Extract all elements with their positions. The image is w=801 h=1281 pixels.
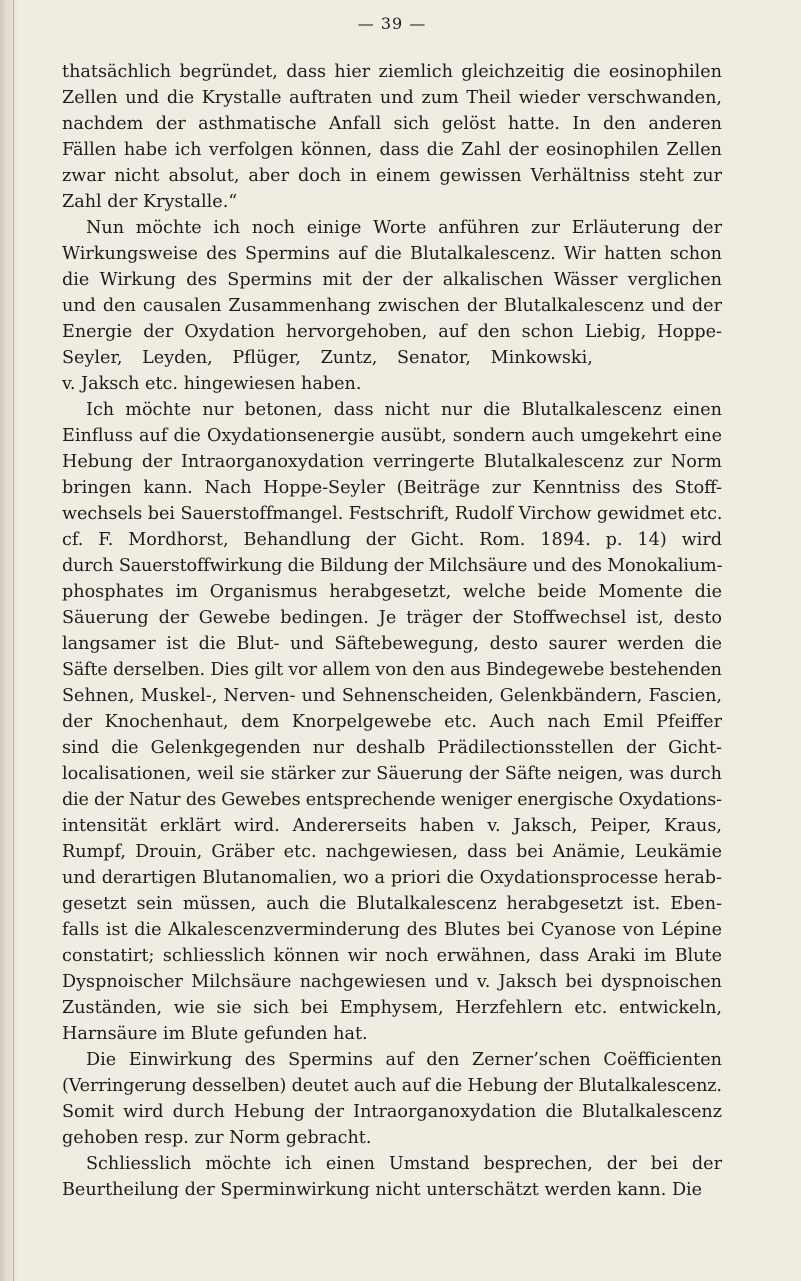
text-line: Zahl der Krystalle.“ — [62, 192, 238, 212]
text-line: langsamer ist die Blut- und Säftebewegung, desto saurer werden die — [62, 634, 722, 654]
text-line: Zuständen, wie sie sich bei Emphysem, Herzfehlern etc. entwickeln, — [62, 998, 722, 1018]
text-line: Energie der Oxydation hervorgehoben, auf den schon Liebig, Hoppe- — [62, 322, 722, 342]
text-line: falls ist die Alkalescenzverminderung des Blutes bei Cyanose von Lépine — [62, 920, 722, 940]
text-line: bringen kann. Nach Hoppe-Seyler (Beiträge zur Kenntniss des Stoff- — [62, 478, 722, 498]
text-line: gehoben resp. zur Norm gebracht. — [62, 1128, 372, 1148]
text-line: Einfluss auf die Oxydationsenergie ausübt, sondern auch umgekehrt eine — [62, 426, 722, 446]
text-line: und den causalen Zusammenhang zwischen der Blutalkalescenz und der — [62, 296, 722, 316]
text-line: durch Sauerstoffwirkung die Bildung der Milchsäure und des Monokalium- — [62, 556, 722, 576]
text-line: localisationen, weil sie stärker zur Säuerung der Säfte neigen, was durch — [62, 764, 722, 784]
text-line: gesetzt sein müssen, auch die Blutalkalescenz herabgesetzt ist. Eben- — [62, 894, 722, 914]
text-line: intensität erklärt wird. Andererseits haben v. Jaksch, Peiper, Kraus, — [62, 816, 722, 836]
text-line: constatirt; schliesslich können wir noch erwähnen, dass Araki im Blute — [62, 946, 722, 966]
text-line: Fällen habe ich verfolgen können, dass die Zahl der eosinophilen Zellen — [62, 140, 722, 160]
scan-gutter-line — [13, 0, 14, 1281]
text-line: (Verringerung desselben) deutet auch auf die Hebung der Blutalkalescenz. — [62, 1076, 722, 1096]
text-line: Säuerung der Gewebe bedingen. Je träger der Stoffwechsel ist, desto — [62, 608, 722, 628]
text-line: der Knochenhaut, dem Knorpelgewebe etc. Auch nach Emil Pfeiffer — [62, 712, 722, 732]
text-line: Dyspnoischer Milchsäure nachgewiesen und v. Jaksch bei dyspnoischen — [62, 972, 722, 992]
text-line: die Wirkung des Spermins mit der der alkalischen Wässer verglichen — [62, 270, 722, 290]
text-line: thatsächlich begründet, dass hier ziemlich gleichzeitig die eosinophilen — [62, 62, 722, 82]
text-line: wechsels bei Sauerstoffmangel. Festschrift, Rudolf Virchow gewidmet etc. — [62, 504, 722, 524]
text-line: Schliesslich möchte ich einen Umstand besprechen, der bei der — [86, 1154, 722, 1174]
text-line: zwar nicht absolut, aber doch in einem gewissen Verhältniss steht zur — [62, 166, 722, 186]
text-line: Nun möchte ich noch einige Worte anführen zur Erläuterung der — [86, 218, 722, 238]
scan-edge — [0, 0, 18, 1281]
text-line: Seyler, Leyden, Pflüger, Zuntz, Senator, Minkowski, — [62, 348, 593, 368]
text-line: die der Natur des Gewebes entsprechende weniger energische Oxydations- — [62, 790, 722, 810]
text-line: Hebung der Intraorganoxydation verringerte Blutalkalescenz zur Norm — [62, 452, 722, 472]
text-line: cf. F. Mordhorst, Behandlung der Gicht. Rom. 1894. p. 14) wird — [62, 530, 722, 550]
text-line: Harnsäure im Blute gefunden hat. — [62, 1024, 368, 1044]
text-line: Rumpf, Drouin, Gräber etc. nachgewiesen, dass bei Anämie, Leukämie — [62, 842, 722, 862]
text-line: und derartigen Blutanomalien, wo a priori die Oxydationsprocesse herab- — [62, 868, 722, 888]
text-line: sind die Gelenkgegenden nur deshalb Prädilectionsstellen der Gicht- — [62, 738, 722, 758]
text-line: Somit wird durch Hebung der Intraorganoxydation die Blutalkalescenz — [62, 1102, 722, 1122]
text-line: Sehnen, Muskel-, Nerven- und Sehnenscheiden, Gelenkbändern, Fascien, — [62, 686, 722, 706]
text-line: Beurtheilung der Sperminwirkung nicht unterschätzt werden kann. Die — [62, 1180, 703, 1200]
text-line: Zellen und die Krystalle auftraten und zum Theil wieder verschwanden, — [62, 88, 722, 108]
text-line: nachdem der asthmatische Anfall sich gelöst hatte. In den anderen — [62, 114, 722, 134]
text-line: Die Einwirkung des Spermins auf den Zerner’schen Coëfficienten — [86, 1050, 722, 1070]
page-number-header: — 39 — — [357, 14, 427, 33]
text-line: Ich möchte nur betonen, dass nicht nur die Blutalkalescenz einen — [86, 400, 722, 420]
text-line: v. Jaksch etc. hingewiesen haben. — [62, 374, 362, 394]
text-line: Wirkungsweise des Spermins auf die Blutalkalescenz. Wir hatten schon — [62, 244, 722, 264]
text-line: phosphates im Organismus herabgesetzt, welche beide Momente die — [62, 582, 722, 602]
document-page — [62, 0, 722, 1281]
text-line: Säfte derselben. Dies gilt vor allem von den aus Bindegewebe bestehenden — [62, 660, 722, 680]
body-text — [62, 59, 722, 1203]
